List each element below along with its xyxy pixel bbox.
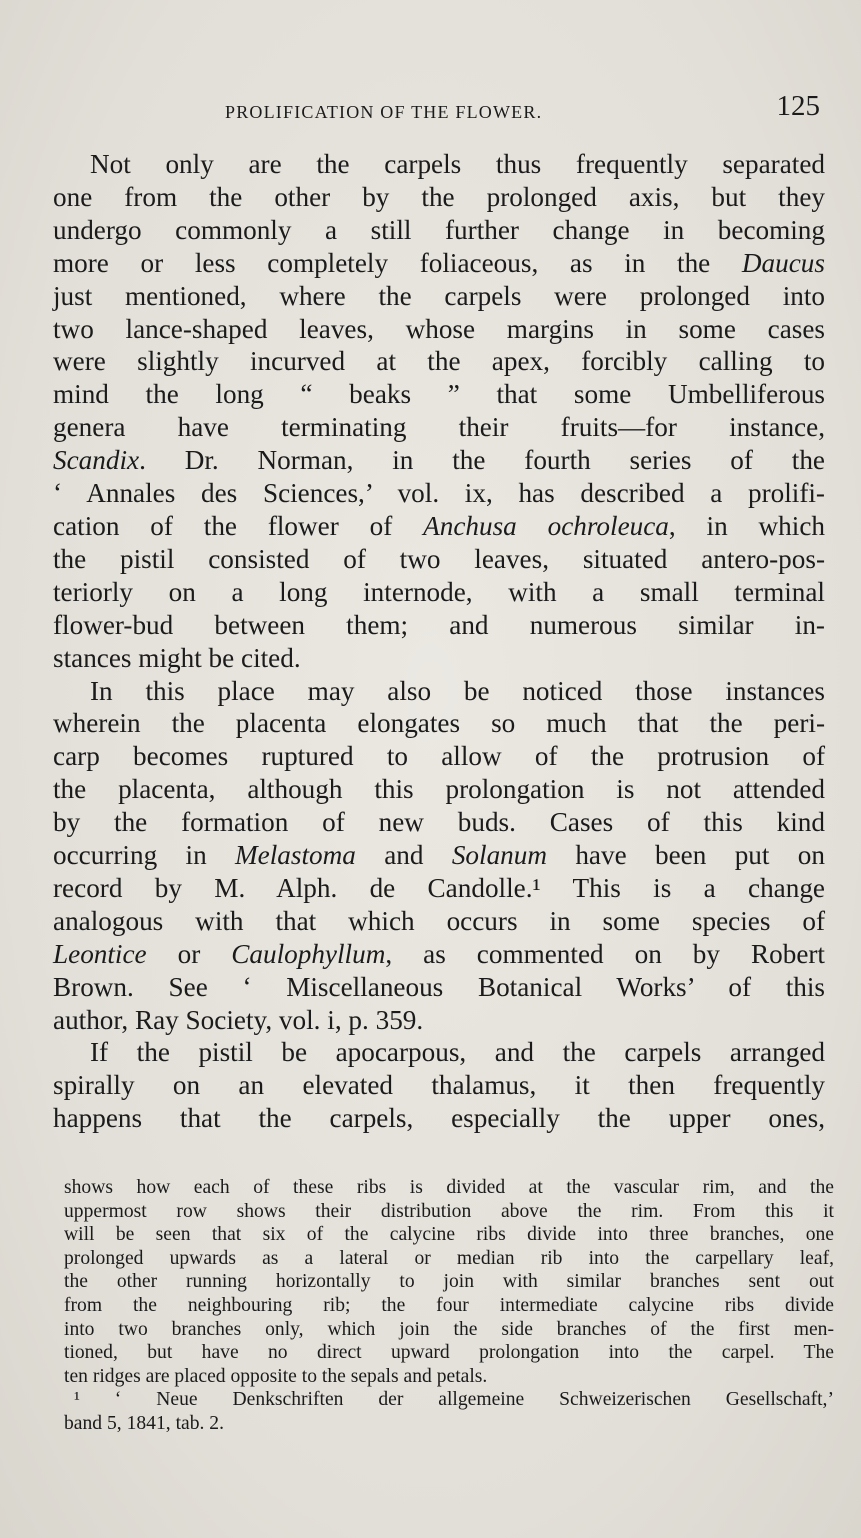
text-line: In this place may also be noticed those instances [90, 675, 825, 706]
text-line: ‘ Annales des Sciences,’ vol. ix, has described a prolifi- [53, 478, 825, 509]
running-title: PROLIFICATION OF THE FLOWER. [225, 102, 543, 122]
text-line: flower-bud between them; and numerous similar in- [53, 609, 825, 640]
text-line: the placenta, although this prolongation is not attended [53, 774, 825, 805]
text-line: author, Ray Society, vol. i, p. 359. [53, 1004, 424, 1035]
page-number: 125 [776, 90, 820, 122]
text-line: one from the other by the prolonged axis, but they [53, 181, 825, 212]
text-line: occurring in Melastoma and Solanum have been put on [53, 840, 825, 871]
footnote-line: uppermost row shows their distribution above the rim. From this it [64, 1200, 834, 1222]
text-line: two lance-shaped leaves, whose margins in some cases [53, 313, 825, 344]
text-line: by the formation of new buds. Cases of this kind [53, 807, 825, 838]
text-line: mind the long “ beaks ” that some Umbelliferous [53, 379, 825, 410]
footnote-line: will be seen that six of the calycine ribs divide into three branches, one [64, 1224, 834, 1246]
body-text [53, 148, 825, 1135]
text-line: were slightly incurved at the apex, forcibly calling to [53, 346, 825, 377]
text-line: Not only are the carpels thus frequently separated [90, 149, 825, 179]
text-line: stances might be cited. [53, 642, 301, 673]
footnote-line: from the neighbouring rib; the four intermediate calycine ribs divide [64, 1294, 834, 1316]
text-line: undergo commonly a still further change in becoming [53, 214, 825, 245]
text-line: analogous with that which occurs in some species of [53, 905, 825, 936]
text-line: just mentioned, where the carpels were prolonged into [53, 280, 825, 311]
footnotes [64, 1176, 834, 1436]
text-line: happens that the carpels, especially the upper ones, [53, 1103, 825, 1134]
footnote-1-line: ¹ ‘ Neue Denkschriften der allgemeine Schweizerischen Gesellschaft,’ [74, 1389, 834, 1411]
text-line: Leontice or Caulophyllum, as commented on by Robert [53, 938, 825, 969]
page-header [50, 90, 820, 130]
text-line: cation of the flower of Anchusa ochroleuca, in which [53, 510, 825, 541]
text-line: Scandix. Dr. Norman, in the fourth series of the [53, 445, 825, 476]
footnote-line: ten ridges are placed opposite to the sepals and petals. [64, 1365, 488, 1387]
footnote-line: shows how each of these ribs is divided at the vascular rim, and the [64, 1177, 834, 1198]
text-line: more or less completely foliaceous, as in the Daucus [53, 247, 825, 278]
footnote-line: prolonged upwards as a lateral or median rib into the carpellary leaf, [64, 1247, 834, 1269]
text-line: the pistil consisted of two leaves, situated antero-pos- [53, 543, 825, 574]
footnote-1-line: band 5, 1841, tab. 2. [64, 1412, 224, 1434]
footnote-line: into two branches only, which join the side branches of the first men- [64, 1318, 834, 1340]
text-line: If the pistil be apocarpous, and the carpels arranged [90, 1037, 825, 1068]
text-line: spirally on an elevated thalamus, it then frequently [53, 1070, 825, 1101]
text-line: genera have terminating their fruits—for instance, [53, 412, 825, 443]
text-line: Brown. See ‘ Miscellaneous Botanical Works’ of this [53, 971, 825, 1002]
footnote-line: the other running horizontally to join with similar branches sent out [64, 1271, 834, 1293]
text-line: carp becomes ruptured to allow of the protrusion of [53, 741, 825, 772]
footnote-line: tioned, but have no direct upward prolongation into the carpel. The [64, 1342, 834, 1364]
text-line: teriorly on a long internode, with a small terminal [53, 576, 825, 607]
text-line: record by M. Alph. de Candolle.¹ This is a change [53, 872, 825, 903]
text-line: wherein the placenta elongates so much that the peri- [53, 708, 825, 739]
